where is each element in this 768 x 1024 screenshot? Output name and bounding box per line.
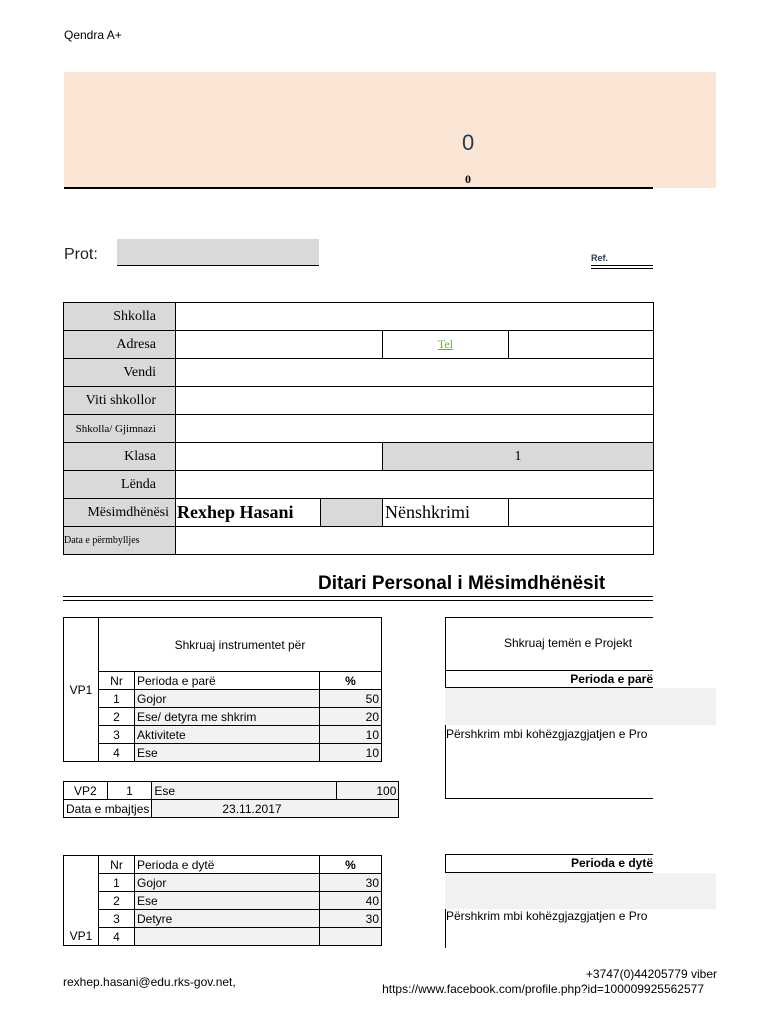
teacher-name[interactable]: Rexhep Hasani — [176, 499, 321, 527]
end-date-label: Data e përmbylljes — [64, 527, 176, 555]
row-name[interactable]: Gojor — [135, 690, 320, 708]
row-name[interactable]: Detyre — [135, 910, 320, 928]
tel-label[interactable]: Tel — [437, 337, 454, 351]
percent-header: % — [320, 672, 382, 690]
row-nr: 4 — [99, 744, 135, 762]
project-topic-field-2[interactable] — [445, 873, 653, 909]
instruments-table — [63, 617, 382, 762]
row-name[interactable]: Ese/ detyra me shkrim — [135, 708, 320, 726]
class-field[interactable] — [176, 443, 383, 471]
row-percent[interactable]: 40 — [320, 892, 382, 910]
header-band — [64, 72, 716, 188]
vp1-label: VP1 — [64, 618, 99, 762]
subject-label: Lënda — [64, 471, 176, 499]
table-row — [64, 690, 382, 708]
footer-phone: +3747(0)44205779 viber — [585, 967, 717, 981]
signature-label: Nënshkrimi — [383, 499, 509, 527]
table-row — [64, 726, 382, 744]
row-nr: 2 — [99, 708, 135, 726]
nr-header: Nr — [99, 672, 135, 690]
row-percent[interactable]: 10 — [320, 726, 382, 744]
school-type-label: Shkolla/ Gjimnazi — [64, 415, 176, 443]
project-duration-text: Përshkrim mbi kohëzgjazgjatjen e Pro — [446, 727, 648, 741]
header-rule — [64, 187, 653, 189]
period-header: Perioda e parë — [135, 672, 320, 690]
row-name[interactable]: Aktivitete — [135, 726, 320, 744]
table-row — [64, 874, 382, 892]
teacher-extra-field[interactable] — [321, 499, 383, 527]
instruments-heading[interactable]: Shkruaj instrumentet për — [99, 618, 382, 672]
percent-header: % — [320, 856, 382, 874]
school-type-field[interactable] — [176, 415, 654, 443]
row-percent[interactable]: 20 — [320, 708, 382, 726]
nr-header: Nr — [99, 856, 135, 874]
row-name[interactable] — [135, 928, 320, 946]
tel-field[interactable] — [509, 331, 654, 359]
table-row — [64, 910, 382, 928]
project-panel-2 — [445, 854, 653, 948]
project-heading[interactable]: Shkruaj temën e Projekt — [503, 636, 633, 650]
project-topic-field[interactable] — [445, 688, 653, 725]
row-percent[interactable]: 10 — [320, 744, 382, 762]
row-nr: 1 — [99, 874, 135, 892]
table-row — [64, 892, 382, 910]
ref-label: Ref. — [591, 253, 609, 263]
header-value-small: 0 — [465, 172, 471, 186]
ref-rule — [591, 268, 653, 269]
row-percent[interactable]: 30 — [320, 910, 382, 928]
school-year-label: Viti shkollor — [64, 387, 176, 415]
title-rule — [63, 600, 653, 601]
ref-rule — [591, 265, 653, 266]
vp2-nr: 1 — [107, 782, 152, 800]
row-nr: 2 — [99, 892, 135, 910]
signature-field[interactable] — [509, 499, 654, 527]
project-duration-text-2: Përshkrim mbi kohëzgjazgjatjen e Pro — [446, 909, 648, 923]
prot-input[interactable] — [117, 239, 319, 266]
place-field[interactable] — [176, 359, 654, 387]
row-name[interactable]: Gojor — [135, 874, 320, 892]
row-nr: 3 — [99, 726, 135, 744]
row-nr: 4 — [99, 928, 135, 946]
vp2-name[interactable]: Ese — [152, 782, 337, 800]
vp2-percent[interactable]: 100 — [337, 782, 399, 800]
address-field[interactable] — [176, 331, 383, 359]
table-row — [64, 744, 382, 762]
organization-name: Qendra A+ — [64, 28, 122, 42]
row-percent[interactable] — [320, 928, 382, 946]
footer-facebook[interactable]: https://www.facebook.com/profile.php?id=100009925562577 — [382, 982, 704, 996]
class-label: Klasa — [64, 443, 176, 471]
header-value-large: 0 — [462, 130, 475, 155]
title-rule — [63, 596, 653, 597]
date-value[interactable]: 23.11.2017 — [152, 800, 399, 818]
end-date-field[interactable] — [176, 527, 654, 555]
vp2-table — [63, 781, 399, 818]
date-label: Data e mbajtjes — [64, 800, 152, 818]
subject-field[interactable] — [176, 471, 654, 499]
prot-label: Prot: — [64, 246, 98, 263]
address-label: Adresa — [64, 331, 176, 359]
project-period2-label: Perioda e dytë — [570, 856, 653, 870]
project-period1-label: Perioda e parë — [570, 672, 653, 686]
place-label: Vendi — [64, 359, 176, 387]
page-title: Ditari Personal i Mësimdhënësit — [318, 573, 606, 594]
period2-table — [63, 855, 382, 946]
vp2-label: VP2 — [64, 782, 108, 800]
table-row — [64, 708, 382, 726]
row-nr: 1 — [99, 690, 135, 708]
school-year-field[interactable] — [176, 387, 654, 415]
row-percent[interactable]: 50 — [320, 690, 382, 708]
class-value[interactable]: 1 — [383, 443, 654, 471]
period-header: Perioda e dytë — [135, 856, 320, 874]
row-name[interactable]: Ese — [135, 744, 320, 762]
vp1-label: VP1 — [64, 928, 99, 946]
project-panel — [445, 617, 653, 800]
teacher-label: Mësimdhënësi — [64, 499, 176, 527]
row-nr: 3 — [99, 910, 135, 928]
row-name[interactable]: Ese — [135, 892, 320, 910]
table-row — [64, 928, 382, 946]
row-percent[interactable]: 30 — [320, 874, 382, 892]
school-field[interactable] — [176, 303, 654, 331]
school-label: Shkolla — [64, 303, 176, 331]
footer-email[interactable]: rexhep.hasani@edu.rks-gov.net, — [63, 975, 236, 989]
school-info-table — [63, 302, 654, 555]
